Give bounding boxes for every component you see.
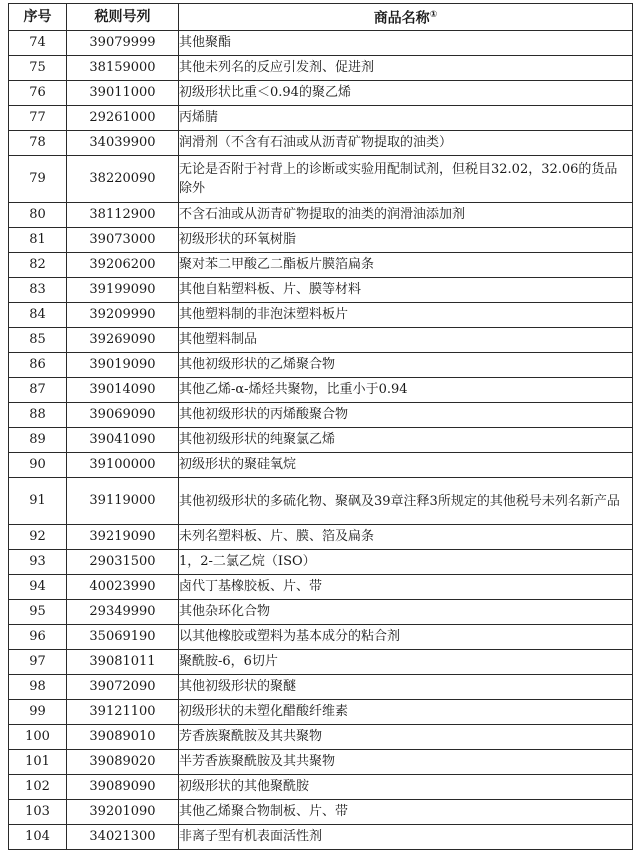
tariff-code-cell: 39079999: [67, 31, 179, 56]
table-row: [9, 228, 633, 253]
table-row: [9, 56, 633, 81]
product-name-cell: 其他自粘塑料板、片、膜等材料: [179, 278, 633, 303]
serial-number-cell: 77: [9, 106, 67, 131]
serial-number-cell: 97: [9, 650, 67, 675]
table-row: [9, 156, 633, 203]
product-name-cell: 其他塑料制品: [179, 328, 633, 353]
table-row: [9, 675, 633, 700]
tariff-code-cell: 35069190: [67, 625, 179, 650]
serial-number-cell: 79: [9, 156, 67, 203]
serial-number-cell: 78: [9, 131, 67, 156]
product-name-cell: 其他乙烯-α-烯烃共聚物，比重小于0.94: [179, 378, 633, 403]
product-name-cell: 其他未列名的反应引发剂、促进剂: [179, 56, 633, 81]
product-name-cell: 非离子型有机表面活性剂: [179, 825, 633, 850]
header-serial-number: 序号: [9, 4, 67, 31]
serial-number-cell: 74: [9, 31, 67, 56]
tariff-code-cell: 29261000: [67, 106, 179, 131]
tariff-code-cell: 39011000: [67, 81, 179, 106]
table-body: [9, 31, 633, 850]
table-row: [9, 550, 633, 575]
table-row: [9, 203, 633, 228]
serial-number-cell: 87: [9, 378, 67, 403]
tariff-code-cell: 39081011: [67, 650, 179, 675]
serial-number-cell: 90: [9, 453, 67, 478]
table-row: [9, 750, 633, 775]
serial-number-cell: 88: [9, 403, 67, 428]
product-name-cell: 半芳香族聚酰胺及其共聚物: [179, 750, 633, 775]
product-name-cell: 其他乙烯聚合物制板、片、带: [179, 800, 633, 825]
tariff-code-cell: 39100000: [67, 453, 179, 478]
table-row: [9, 353, 633, 378]
serial-number-cell: 100: [9, 725, 67, 750]
header-row: [9, 4, 633, 31]
table-row: [9, 775, 633, 800]
tariff-code-cell: 38220090: [67, 156, 179, 203]
serial-number-cell: 91: [9, 478, 67, 525]
tariff-code-cell: 39089090: [67, 775, 179, 800]
serial-number-cell: 86: [9, 353, 67, 378]
product-name-cell: 其他杂环化合物: [179, 600, 633, 625]
table-row: [9, 428, 633, 453]
serial-number-cell: 96: [9, 625, 67, 650]
product-name-cell: 初级形状的未塑化醋酸纤维素: [179, 700, 633, 725]
product-name-cell: 其他塑料制的非泡沫塑料板片: [179, 303, 633, 328]
product-name-cell: 初级形状的聚硅氧烷: [179, 453, 633, 478]
tariff-code-cell: 39219090: [67, 525, 179, 550]
table-row: [9, 328, 633, 353]
product-name-cell: 丙烯腈: [179, 106, 633, 131]
tariff-table: [8, 3, 633, 850]
product-name-cell: 聚酰胺-6，6切片: [179, 650, 633, 675]
product-name-cell: 初级形状比重＜0.94的聚乙烯: [179, 81, 633, 106]
serial-number-cell: 103: [9, 800, 67, 825]
serial-number-cell: 98: [9, 675, 67, 700]
tariff-code-cell: 39019090: [67, 353, 179, 378]
serial-number-cell: 80: [9, 203, 67, 228]
tariff-code-cell: 40023990: [67, 575, 179, 600]
tariff-code-cell: 38159000: [67, 56, 179, 81]
product-name-cell: 其他初级形状的聚醚: [179, 675, 633, 700]
table-row: [9, 700, 633, 725]
tariff-code-cell: 34021300: [67, 825, 179, 850]
tariff-code-cell: 39206200: [67, 253, 179, 278]
table-row: [9, 131, 633, 156]
table-header: [9, 4, 633, 31]
tariff-code-cell: 39089020: [67, 750, 179, 775]
tariff-code-cell: 29349990: [67, 600, 179, 625]
product-name-cell: 其他初级形状的多硫化物、聚砜及39章注释3所规定的其他税号未列名新产品: [179, 478, 633, 525]
table-row: [9, 575, 633, 600]
serial-number-cell: 81: [9, 228, 67, 253]
serial-number-cell: 89: [9, 428, 67, 453]
table-row: [9, 625, 633, 650]
product-name-cell: 初级形状的环氧树脂: [179, 228, 633, 253]
tariff-code-cell: 38112900: [67, 203, 179, 228]
tariff-code-cell: 39269090: [67, 328, 179, 353]
table-row: [9, 253, 633, 278]
product-name-cell: 未列名塑料板、片、膜、箔及扁条: [179, 525, 633, 550]
product-name-cell: 其他初级形状的乙烯聚合物: [179, 353, 633, 378]
product-name-cell: 不含石油或从沥青矿物提取的油类的润滑油添加剂: [179, 203, 633, 228]
tariff-code-cell: 39041090: [67, 428, 179, 453]
serial-number-cell: 93: [9, 550, 67, 575]
tariff-code-cell: 29031500: [67, 550, 179, 575]
product-name-cell: 初级形状的其他聚酰胺: [179, 775, 633, 800]
product-name-cell: 其他聚酯: [179, 31, 633, 56]
serial-number-cell: 85: [9, 328, 67, 353]
serial-number-cell: 82: [9, 253, 67, 278]
serial-number-cell: 101: [9, 750, 67, 775]
table-row: [9, 478, 633, 525]
tariff-code-cell: 39209990: [67, 303, 179, 328]
table-row: [9, 725, 633, 750]
serial-number-cell: 95: [9, 600, 67, 625]
serial-number-cell: 99: [9, 700, 67, 725]
table-row: [9, 278, 633, 303]
table-row: [9, 453, 633, 478]
header-product-name: [179, 4, 633, 31]
serial-number-cell: 92: [9, 525, 67, 550]
table-row: [9, 31, 633, 56]
table-row: [9, 303, 633, 328]
tariff-code-cell: 39201090: [67, 800, 179, 825]
product-name-cell: 1，2-二氯乙烷（ISO）: [179, 550, 633, 575]
tariff-code-cell: 39199090: [67, 278, 179, 303]
product-name-cell: 其他初级形状的纯聚氯乙烯: [179, 428, 633, 453]
table-row: [9, 825, 633, 850]
product-name-cell: 润滑剂（不含有石油或从沥青矿物提取的油类）: [179, 131, 633, 156]
serial-number-cell: 76: [9, 81, 67, 106]
tariff-code-cell: 39089010: [67, 725, 179, 750]
footnote-marker: ①: [429, 10, 438, 21]
header-product-name-label: 商品名称: [373, 10, 430, 27]
tariff-code-cell: 34039900: [67, 131, 179, 156]
serial-number-cell: 83: [9, 278, 67, 303]
serial-number-cell: 104: [9, 825, 67, 850]
tariff-code-cell: 39069090: [67, 403, 179, 428]
serial-number-cell: 94: [9, 575, 67, 600]
product-name-cell: 芳香族聚酰胺及其共聚物: [179, 725, 633, 750]
table-row: [9, 525, 633, 550]
product-name-cell: 卤代丁基橡胶板、片、带: [179, 575, 633, 600]
tariff-code-cell: 39073000: [67, 228, 179, 253]
serial-number-cell: 102: [9, 775, 67, 800]
table-row: [9, 800, 633, 825]
table-row: [9, 403, 633, 428]
header-tariff-code: 税则号列: [67, 4, 179, 31]
serial-number-cell: 84: [9, 303, 67, 328]
table-row: [9, 600, 633, 625]
tariff-code-cell: 39072090: [67, 675, 179, 700]
table-row: [9, 81, 633, 106]
tariff-code-cell: 39121100: [67, 700, 179, 725]
table-row: [9, 378, 633, 403]
product-name-cell: 无论是否附于衬背上的诊断或实验用配制试剂，但税目32.02，32.06的货品除外: [179, 156, 633, 203]
product-name-cell: 以其他橡胶或塑料为基本成分的粘合剂: [179, 625, 633, 650]
tariff-code-cell: 39119000: [67, 478, 179, 525]
tariff-code-cell: 39014090: [67, 378, 179, 403]
table-row: [9, 650, 633, 675]
product-name-cell: 聚对苯二甲酸乙二酯板片膜箔扁条: [179, 253, 633, 278]
serial-number-cell: 75: [9, 56, 67, 81]
table-row: [9, 106, 633, 131]
product-name-cell: 其他初级形状的丙烯酸聚合物: [179, 403, 633, 428]
